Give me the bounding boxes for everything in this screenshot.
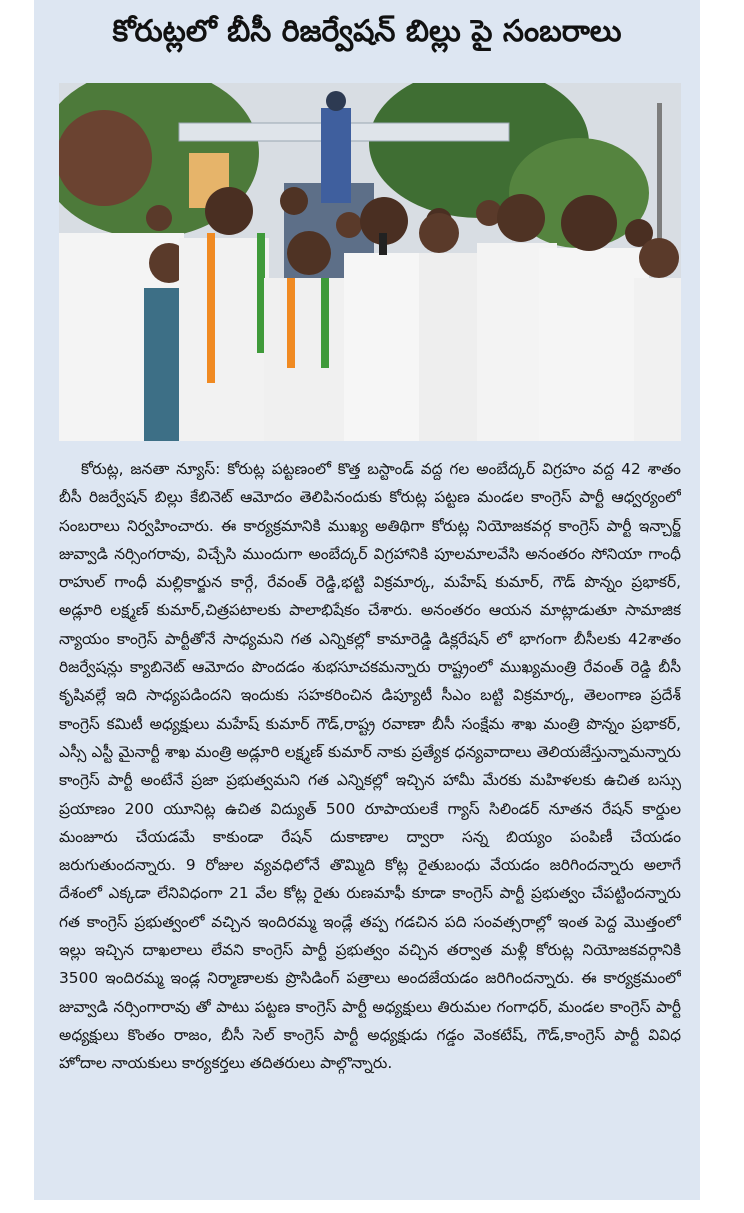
news-clipping: [34, 0, 700, 1200]
statue-body: [321, 108, 351, 203]
headline: కోరుట్లలో బీసీ రిజర్వేషన్ బిల్లు పై సంబరాలు: [112, 14, 622, 49]
news-photo: [59, 83, 681, 441]
article-body: కోరుట్ల, జనతా న్యూస్: కోరుట్ల పట్టణంలో కొత్త బస్టాండ్ వద్ద గల అంబేద్కర్ విగ్రహం వద్ద 42 శాతం బీసీ రిజర్వేషన్ బిల్లు కేబినెట్ ఆమోదం తెలిపినందుకు కోరుట్ల పట్టణ మండల కాంగ్రెస్ పార్టీ ఆధ్వర్యంలో సంబరాలు నిర్వహించారు. ఈ కార్యక్రమానికి ముఖ్య అతిథిగా కోరుట్ల నియోజకవర్గ కాంగ్రెస్ పార్టీ ఇన్చార్జ్ జువ్వాడి నర్సింగరావు, విచ్చేసి ముందుగా అంబేద్కర్ విగ్రహానికి పూలమాలవేసి అనంతరం సోనియా గాంధీ రాహుల్ గాంధీ మల్లికార్జున కార్గే, రేవంత్ రెడ్డి,భట్టి విక్రమార్క, మహేష్ కుమార్, గౌడ్ పొన్నం ప్రభాకర్, అడ్లూరి లక్ష్మణ్ కుమార్,చిత్రపటాలకు పాలాభిషేకం చేశారు. అనంతరం ఆయన మాట్లాడుతూ సామాజిక న్యాయం కాంగ్రెస్ పార్టీతోనే సాధ్యమని గత ఎన్నికల్లో కామారెడ్డి డిక్లరేషన్ లో భాగంగా బీసీలకు 42శాతం రిజర్వేషన్లు క్యాబినెట్ ఆమోదం పొందడం శుభసూచకమన్నారు రాష్ట్రంలో ముఖ్యమంత్రి రేవంత్ రెడ్డి బీసీ కృషివల్లే ఇది సాధ్యపడిందని ఇందుకు సహకరించిన డిప్యూటీ సీఎం బట్టి విక్రమార్క, తెలంగాణ ప్రదేశ్ కాంగ్రెస్ కమిటీ అధ్యక్షులు మహేష్ కుమార్ గౌడ్,రాష్ట్ర రవాణా బీసీ సంక్షేమ శాఖ మంత్రి పొన్నం ప్రభాకర్, ఎస్సీ ఎస్టీ మైనార్టీ శాఖ మంత్రి అడ్లూరి లక్ష్మణ్ కుమార్ నాకు ప్రత్యేక ధన్యవాదాలు తెలియజేస్తున్నామన్నారు కాంగ్రెస్ పార్టీ అంటేనే ప్రజా ప్రభుత్వమని గత ఎన్నికల్లో ఇచ్చిన హామీ మేరకు మహిళలకు ఉచిత బస్సు ప్రయాణం 200 యూనిట్ల ఉచిత విద్యుత్ 500 రూపాయలకే గ్యాస్ సిలిండర్ నూతన రేషన్ కార్డుల మంజూరు చేయడమే కాకుండా రేషన్ దుకాణాల ద్వారా సన్న బియ్యం పంపిణీ చేయడం జరుగుతుందన్నారు. 9 రోజుల వ్యవధిలోనే తొమ్మిది కోట్ల రైతుబంధు వేయడం జరిగిందన్నారు అలాగే దేశంలో ఎక్కడా లేనివిధంగా 21 వేల కోట్ల రైతు రుణమాఫీ కూడా కాంగ్రెస్ పార్టీ ప్రభుత్వం చేపట్టిందన్నారు గత కాంగ్రెస్ ప్రభుత్వంలో వచ్చిన ఇందిరమ్మ ఇండ్లే తప్ప గడచిన పది సంవత్సరాల్లో ఇంత పెద్ద మొత్తంలో ఇల్లు ఇచ్చిన దాఖలాలు లేవని కాంగ్రెస్ పార్టీ ప్రభుత్వం వచ్చిన తర్వాత మళ్లీ కోరుట్ల నియోజకవర్గానికి 3500 ఇందిరమ్మ ఇండ్ల నిర్మాణాలకు ప్రొసిడింగ్ పత్రాలు అందజేయడం జరిగిందన్నారు. ఈ కార్యక్రమంలో జువ్వాడి నర్సింగారావు తో పాటు పట్టణ కాంగ్రెస్ పార్టీ అధ్యక్షులు తిరుమల గంగాధర్, మండల కాంగ్రెస్ పార్టీ అధ్యక్షులు కొంతం రాజం, బీసీ సెల్ కాంగ్రెస్ పార్టీ అధ్యక్షుడు గడ్డం వెంకటేష్, గౌడ్,కాంగ్రెస్ పార్టీ వివిధ హోదాల నాయకులు కార్యకర్తలు తదితరులు పాల్గొన్నారు.: [59, 460, 681, 1073]
street-pole: [657, 103, 662, 253]
statue-head: [326, 91, 346, 111]
